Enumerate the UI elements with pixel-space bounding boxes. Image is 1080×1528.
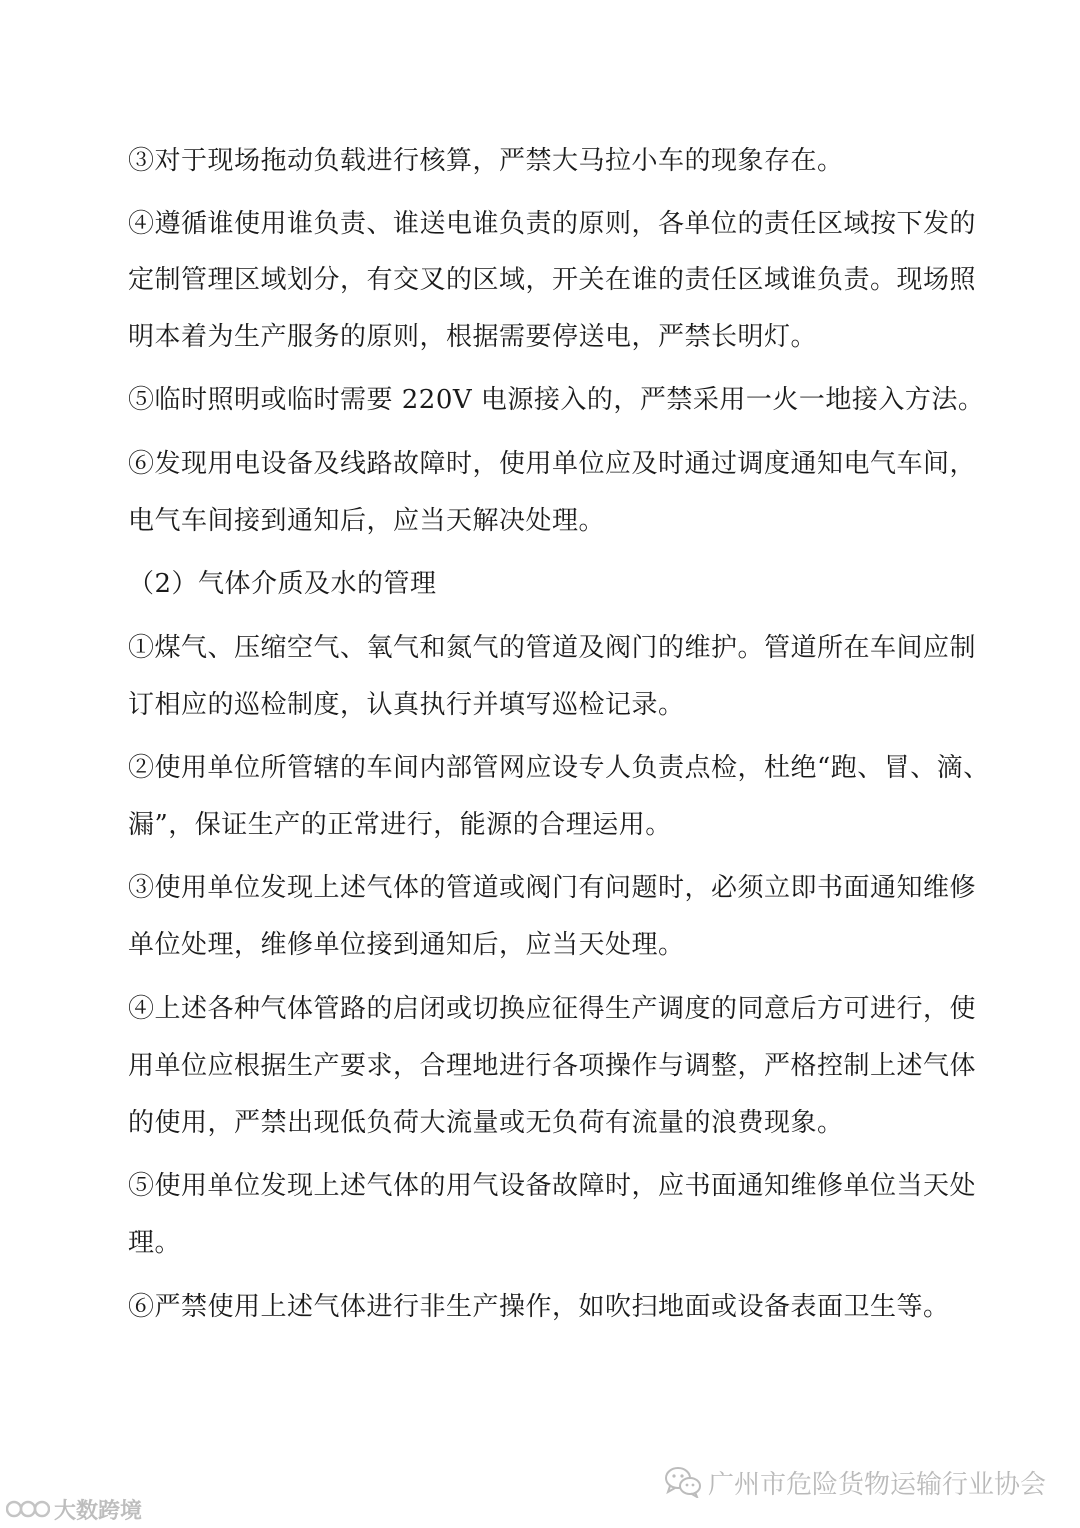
wechat-icon — [664, 1466, 702, 1498]
section-heading: （2）气体介质及水的管理 — [128, 569, 437, 599]
paragraph-line: ①煤气、压缩空气、氧气和氮气的管道及阀门的维护。管道所在车间应制 — [128, 633, 977, 663]
paragraph-line: 单位处理，维修单位接到通知后，应当天处理。 — [128, 930, 685, 960]
brand-logo-icon — [6, 1497, 50, 1521]
brand-name: 大数跨境 — [54, 1498, 143, 1524]
paragraph-line: ③使用单位发现上述气体的管道或阀门有问题时，必须立即书面通知维修 — [128, 873, 977, 903]
paragraph-line: 漏”，保证生产的正常进行，能源的合理运用。 — [128, 810, 672, 840]
paragraph-line: 订相应的巡检制度，认真执行并填写巡检记录。 — [128, 690, 685, 720]
paragraph-line: 定制管理区域划分，有交叉的区域，开关在谁的责任区域谁负责。现场照 — [128, 265, 977, 295]
paragraph-line: 明本着为生产服务的原则，根据需要停送电，严禁长明灯。 — [128, 322, 818, 352]
wechat-watermark — [664, 1462, 1046, 1502]
paragraph-line: 的使用，严禁出现低负荷大流量或无负荷有流量的浪费现象。 — [128, 1108, 844, 1138]
paragraph-line: ⑤使用单位发现上述气体的用气设备故障时，应书面通知维修单位当天处 — [128, 1171, 977, 1201]
paragraph-line: 电气车间接到通知后，应当天解决处理。 — [128, 506, 606, 536]
paragraph-line: 理。 — [128, 1228, 182, 1258]
paragraph-line: ②使用单位所管辖的车间内部管网应设专人负责点检，杜绝“跑、冒、滴、 — [128, 753, 990, 783]
paragraph-line: ⑤临时照明或临时需要 220V 电源接入的，严禁采用一火一地接入方法。 — [128, 385, 985, 415]
paragraph-line: ④遵循谁使用谁负责、谁送电谁负责的原则，各单位的责任区域按下发的 — [128, 209, 977, 239]
brand-watermark — [6, 1494, 142, 1524]
wechat-account-name: 广州市危险货物运输行业协会 — [708, 1469, 1047, 1500]
paragraph-line: 用单位应根据生产要求，合理地进行各项操作与调整，严格控制上述气体 — [128, 1051, 977, 1081]
paragraph-line: ④上述各种气体管路的启闭或切换应征得生产调度的同意后方可进行，使 — [128, 994, 977, 1024]
paragraph-line: ⑥发现用电设备及线路故障时，使用单位应及时通过调度通知电气车间， — [128, 449, 977, 479]
paragraph-line: ③对于现场拖动负载进行核算，严禁大马拉小车的现象存在。 — [128, 146, 844, 176]
paragraph-line: ⑥严禁使用上述气体进行非生产操作，如吹扫地面或设备表面卫生等。 — [128, 1292, 950, 1322]
